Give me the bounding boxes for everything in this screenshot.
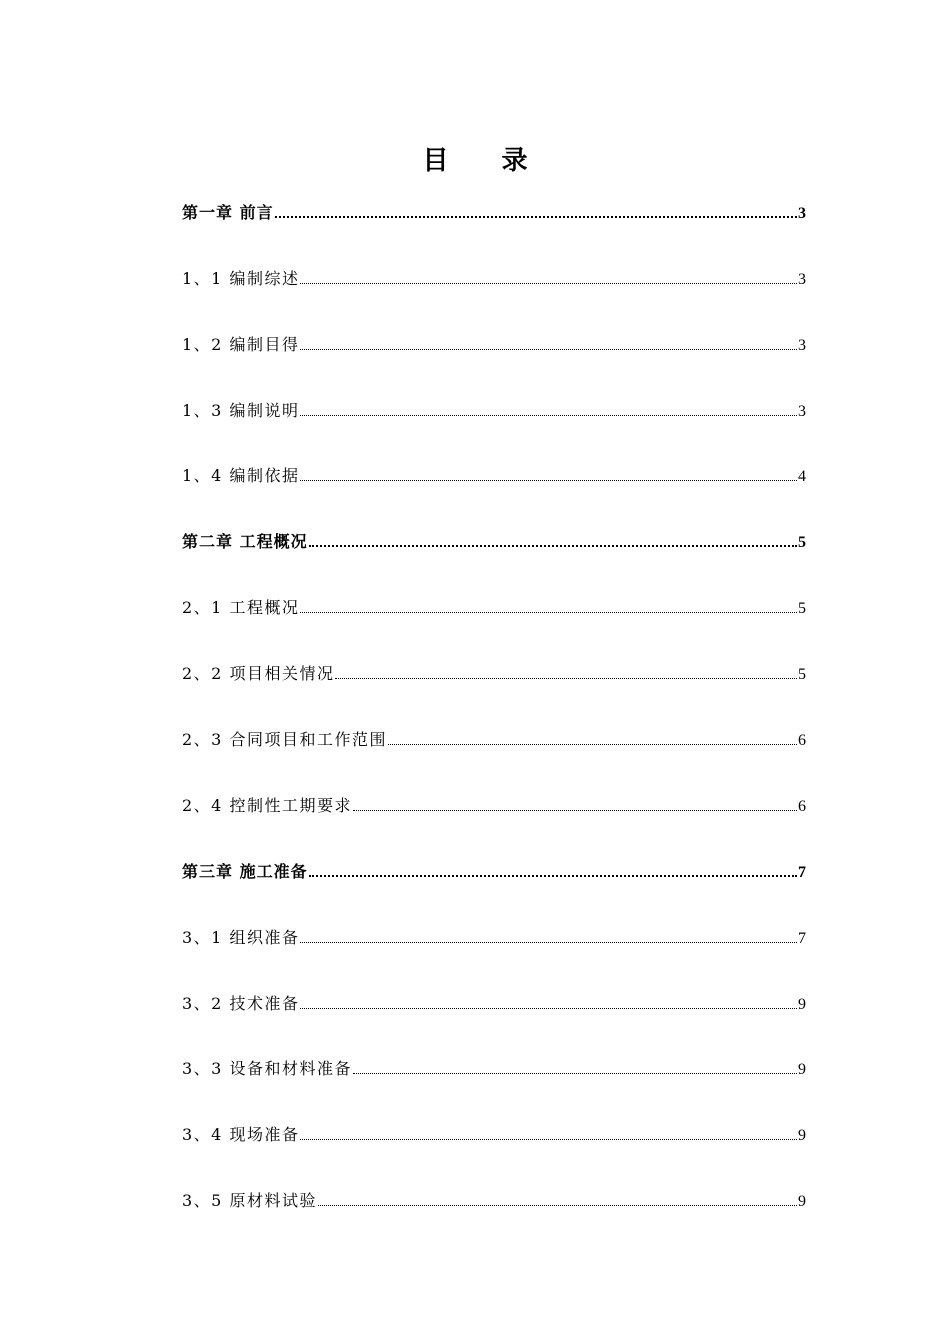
toc-entry-section[interactable] (182, 1051, 806, 1117)
toc-entry-label: 1、1 编制综述 (182, 268, 300, 288)
toc-entry-page-number: 3 (798, 204, 806, 222)
toc-entry-section[interactable] (182, 1116, 806, 1182)
toc-entry-section[interactable] (182, 458, 806, 524)
toc-entry-label: 第二章 工程概况 (182, 532, 308, 552)
toc-entry-page-number: 3 (798, 270, 806, 288)
toc-entry-page-number: 6 (798, 732, 806, 750)
toc-entry-section[interactable] (182, 787, 806, 853)
toc-dot-leader (300, 415, 797, 416)
toc-entry-section[interactable] (182, 721, 806, 787)
toc-entry-label: 2、2 项目相关情况 (182, 664, 335, 684)
toc-dot-leader (300, 612, 797, 613)
toc-entry-section[interactable] (182, 392, 806, 458)
toc-dot-leader (353, 810, 797, 811)
toc-dot-leader (388, 744, 797, 745)
toc-entry-page-number: 9 (798, 1127, 806, 1145)
toc-entry-section[interactable] (182, 655, 806, 721)
toc-entry-label: 3、1 组织准备 (182, 927, 300, 947)
toc-entry-label: 3、4 现场准备 (182, 1125, 300, 1145)
toc-entry-section[interactable] (182, 589, 806, 655)
toc-entry-label: 第三章 施工准备 (182, 861, 308, 881)
toc-entry-section[interactable] (182, 1182, 806, 1248)
toc-dot-leader (353, 1073, 797, 1074)
toc-entry-label: 第一章 前言 (182, 202, 274, 222)
toc-entry-label: 2、1 工程概况 (182, 598, 300, 618)
toc-dot-leader (318, 1205, 797, 1206)
toc-entry-chapter[interactable] (182, 853, 806, 919)
toc-dot-leader (300, 283, 797, 284)
toc-entry-page-number: 9 (798, 1061, 806, 1079)
toc-dot-leader (300, 480, 797, 481)
toc-entry-section[interactable] (182, 919, 806, 985)
toc-dot-leader (300, 1008, 797, 1009)
toc-entry-page-number: 5 (798, 666, 806, 684)
toc-entry-section[interactable] (182, 326, 806, 392)
toc-dot-leader (309, 875, 797, 877)
toc-entry-page-number: 7 (798, 929, 806, 947)
toc-entry-section[interactable] (182, 260, 806, 326)
toc-entry-label: 1、2 编制目得 (182, 334, 300, 354)
toc-dot-leader (275, 216, 797, 218)
toc-entry-label: 3、3 设备和材料准备 (182, 1059, 352, 1079)
toc-list (182, 194, 806, 1248)
toc-entry-page-number: 7 (798, 863, 806, 881)
toc-entry-chapter[interactable] (182, 194, 806, 260)
toc-dot-leader (335, 678, 797, 679)
toc-entry-page-number: 9 (798, 1193, 806, 1211)
toc-entry-label: 2、4 控制性工期要求 (182, 795, 352, 815)
toc-dot-leader (300, 1139, 797, 1140)
toc-entry-label: 2、3 合同项目和工作范围 (182, 730, 387, 750)
toc-entry-page-number: 9 (798, 995, 806, 1013)
toc-entry-label: 1、3 编制说明 (182, 400, 300, 420)
toc-dot-leader (300, 349, 797, 350)
toc-entry-page-number: 3 (798, 402, 806, 420)
toc-entry-page-number: 5 (798, 534, 806, 552)
toc-dot-leader (309, 545, 797, 547)
toc-entry-page-number: 5 (798, 600, 806, 618)
toc-entry-label: 1、4 编制依据 (182, 466, 300, 486)
toc-title: 目 录 (422, 146, 550, 176)
toc-entry-label: 3、2 技术准备 (182, 993, 300, 1013)
toc-entry-page-number: 3 (798, 336, 806, 354)
toc-entry-page-number: 6 (798, 797, 806, 815)
toc-entry-chapter[interactable] (182, 523, 806, 589)
toc-entry-page-number: 4 (798, 468, 806, 486)
toc-entry-label: 3、5 原材料试验 (182, 1191, 317, 1211)
toc-dot-leader (300, 942, 797, 943)
toc-entry-section[interactable] (182, 985, 806, 1051)
